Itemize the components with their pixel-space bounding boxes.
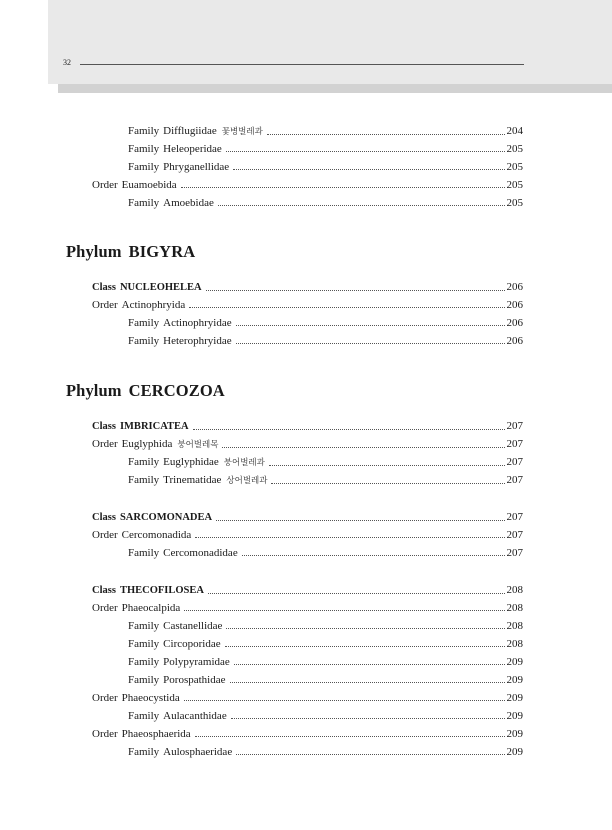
taxon-name: Phaeosphaerida xyxy=(121,728,191,740)
page-ref: 209 xyxy=(506,674,523,686)
dot-leader xyxy=(193,428,505,430)
toc-entry-family[interactable] xyxy=(128,124,523,139)
rank-keyword: Class xyxy=(92,282,116,293)
rank-keyword: Order xyxy=(92,299,118,311)
page-ref: 208 xyxy=(506,584,523,596)
toc-entry-order[interactable] xyxy=(92,691,523,705)
rank-keyword: Family xyxy=(128,143,160,155)
page-ref: 205 xyxy=(506,197,523,209)
rank-keyword: Order xyxy=(92,438,118,450)
rank-keyword: Class xyxy=(92,421,116,432)
taxon-name: Castanellidae xyxy=(163,620,223,632)
phylum-name: BIGYRA xyxy=(128,242,196,261)
korean-name: 붕어벌레과 xyxy=(223,458,265,468)
toc-entry-order[interactable] xyxy=(92,601,523,615)
taxon-name: Trinematidae xyxy=(163,474,222,486)
taxon-name: Circoporidae xyxy=(163,638,221,650)
phylum-heading xyxy=(66,381,225,401)
toc-entry-family[interactable] xyxy=(128,745,523,759)
dot-leader xyxy=(208,592,505,594)
rank-keyword: Order xyxy=(92,728,118,740)
taxon-name: Phaeocystida xyxy=(121,692,180,704)
dot-leader xyxy=(226,627,504,629)
rank-keyword: Order xyxy=(92,602,118,614)
page-ref: 205 xyxy=(506,161,523,173)
rank-keyword: Family xyxy=(128,710,160,722)
dot-leader xyxy=(184,609,504,611)
taxon-name: Euglyphidae xyxy=(163,456,219,468)
phylum-keyword: Phylum xyxy=(66,381,122,400)
toc-entry-family[interactable] xyxy=(128,455,523,470)
rank-keyword: Family xyxy=(128,638,160,650)
taxon-name: Amoebidae xyxy=(163,197,214,209)
rank-keyword: Class xyxy=(92,512,116,523)
dot-leader xyxy=(216,519,504,521)
dot-leader xyxy=(206,289,505,291)
taxon-name: NUCLEOHELEA xyxy=(119,282,202,293)
taxon-name: Porospathidae xyxy=(163,674,226,686)
dot-leader xyxy=(234,663,505,665)
taxon-name: Heterophryidae xyxy=(163,335,232,347)
taxon-name: Cercomonadida xyxy=(121,529,192,541)
rank-keyword: Family xyxy=(128,456,160,468)
toc-entry-order[interactable] xyxy=(92,298,523,312)
phylum-heading xyxy=(66,242,195,262)
phylum-name: CERCOZOA xyxy=(128,381,225,400)
rank-keyword: Family xyxy=(128,335,160,347)
dot-leader xyxy=(195,536,504,538)
page-ref: 205 xyxy=(506,143,523,155)
phylum-keyword: Phylum xyxy=(66,242,122,261)
page-ref: 206 xyxy=(506,299,523,311)
dot-leader xyxy=(225,645,505,647)
rank-keyword: Order xyxy=(92,179,118,191)
dot-leader xyxy=(267,133,505,135)
rank-keyword: Order xyxy=(92,692,118,704)
header-rule xyxy=(80,64,524,65)
rank-keyword: Family xyxy=(128,161,160,173)
taxon-name: Phaeocalpida xyxy=(121,602,181,614)
taxon-name: Cercomonadidae xyxy=(163,547,238,559)
dot-leader xyxy=(226,150,505,152)
page-ref: 209 xyxy=(506,746,523,758)
taxon-name: Actinophryidae xyxy=(163,317,232,329)
page-ref: 206 xyxy=(506,335,523,347)
page-ref: 205 xyxy=(506,179,523,191)
toc-entry-family[interactable] xyxy=(128,655,523,669)
page-ref: 207 xyxy=(506,456,523,468)
taxon-name: IMBRICATEA xyxy=(119,421,189,432)
toc-entry-order[interactable] xyxy=(92,178,523,192)
page-ref: 208 xyxy=(506,638,523,650)
page-ref: 207 xyxy=(506,547,523,559)
page-ref: 207 xyxy=(506,420,523,432)
toc-entry-family[interactable] xyxy=(128,334,523,348)
dot-leader xyxy=(269,464,505,466)
header-band xyxy=(48,0,612,84)
dot-leader xyxy=(189,306,504,308)
taxon-name: Difflugiidae xyxy=(163,125,217,137)
page-ref: 207 xyxy=(506,438,523,450)
rank-keyword: Family xyxy=(128,317,160,329)
page-ref: 208 xyxy=(506,602,523,614)
toc-entry-family[interactable] xyxy=(128,546,523,560)
toc-entry-family[interactable] xyxy=(128,196,523,210)
taxon-name: Phryganellidae xyxy=(163,161,230,173)
toc-entry-family[interactable] xyxy=(128,473,523,488)
rank-keyword: Family xyxy=(128,197,160,209)
rank-keyword: Family xyxy=(128,547,160,559)
dot-leader xyxy=(195,735,505,737)
toc-entry-order[interactable] xyxy=(92,437,523,452)
dot-leader xyxy=(181,186,505,188)
dot-leader xyxy=(231,717,505,719)
page-ref: 209 xyxy=(506,656,523,668)
page-ref: 208 xyxy=(506,620,523,632)
taxon-name: Heleoperidae xyxy=(163,143,222,155)
page-ref: 206 xyxy=(506,317,523,329)
toc-entry-family[interactable] xyxy=(128,142,523,156)
dot-leader xyxy=(271,482,504,484)
rank-keyword: Class xyxy=(92,585,116,596)
rank-keyword: Family xyxy=(128,620,160,632)
header-shadow xyxy=(58,84,612,93)
dot-leader xyxy=(233,168,504,170)
toc-entry-order[interactable] xyxy=(92,727,523,741)
page-ref: 209 xyxy=(506,692,523,704)
toc-entry-class[interactable] xyxy=(92,510,523,525)
taxon-name: Aulacanthidae xyxy=(163,710,227,722)
page-ref: 206 xyxy=(506,281,523,293)
toc-entry-family[interactable] xyxy=(128,316,523,330)
page-ref: 204 xyxy=(506,125,523,137)
dot-leader xyxy=(236,753,504,755)
rank-keyword: Order xyxy=(92,529,118,541)
page-number: 32 xyxy=(63,58,71,67)
page-ref: 209 xyxy=(506,728,523,740)
toc-entry-class[interactable] xyxy=(92,583,523,598)
korean-name: 붕어벌레목 xyxy=(177,440,219,450)
toc-entry-order[interactable] xyxy=(92,528,523,542)
dot-leader xyxy=(236,342,505,344)
taxon-name: Polypyramidae xyxy=(163,656,230,668)
page-ref: 209 xyxy=(506,710,523,722)
toc-entry-class[interactable] xyxy=(92,419,523,434)
taxon-name: Euamoebida xyxy=(121,179,177,191)
page-ref: 207 xyxy=(506,474,523,486)
taxon-name: THECOFILOSEA xyxy=(119,585,204,596)
rank-keyword: Family xyxy=(128,746,160,758)
dot-leader xyxy=(184,699,505,701)
rank-keyword: Family xyxy=(128,674,160,686)
rank-keyword: Family xyxy=(128,474,160,486)
page-ref: 207 xyxy=(506,511,523,523)
toc-entry-family[interactable] xyxy=(128,673,523,687)
rank-keyword: Family xyxy=(128,125,160,137)
dot-leader xyxy=(218,204,505,206)
page-ref: 207 xyxy=(506,529,523,541)
toc-entry-class[interactable] xyxy=(92,280,523,295)
toc-entry-family[interactable] xyxy=(128,160,523,174)
taxon-name: Actinophryida xyxy=(121,299,186,311)
toc-entry-family[interactable] xyxy=(128,619,523,633)
toc-entry-family[interactable] xyxy=(128,709,523,723)
taxon-name: Aulosphaeridae xyxy=(163,746,233,758)
rank-keyword: Family xyxy=(128,656,160,668)
korean-name: 상어벌레과 xyxy=(226,476,268,486)
dot-leader xyxy=(222,446,504,448)
taxon-name: SARCOMONADEA xyxy=(119,512,213,523)
dot-leader xyxy=(242,554,505,556)
dot-leader xyxy=(236,324,505,326)
korean-name: 꽃병벌레과 xyxy=(221,127,263,137)
dot-leader xyxy=(230,681,505,683)
taxon-name: Euglyphida xyxy=(121,438,173,450)
toc-entry-family[interactable] xyxy=(128,637,523,651)
